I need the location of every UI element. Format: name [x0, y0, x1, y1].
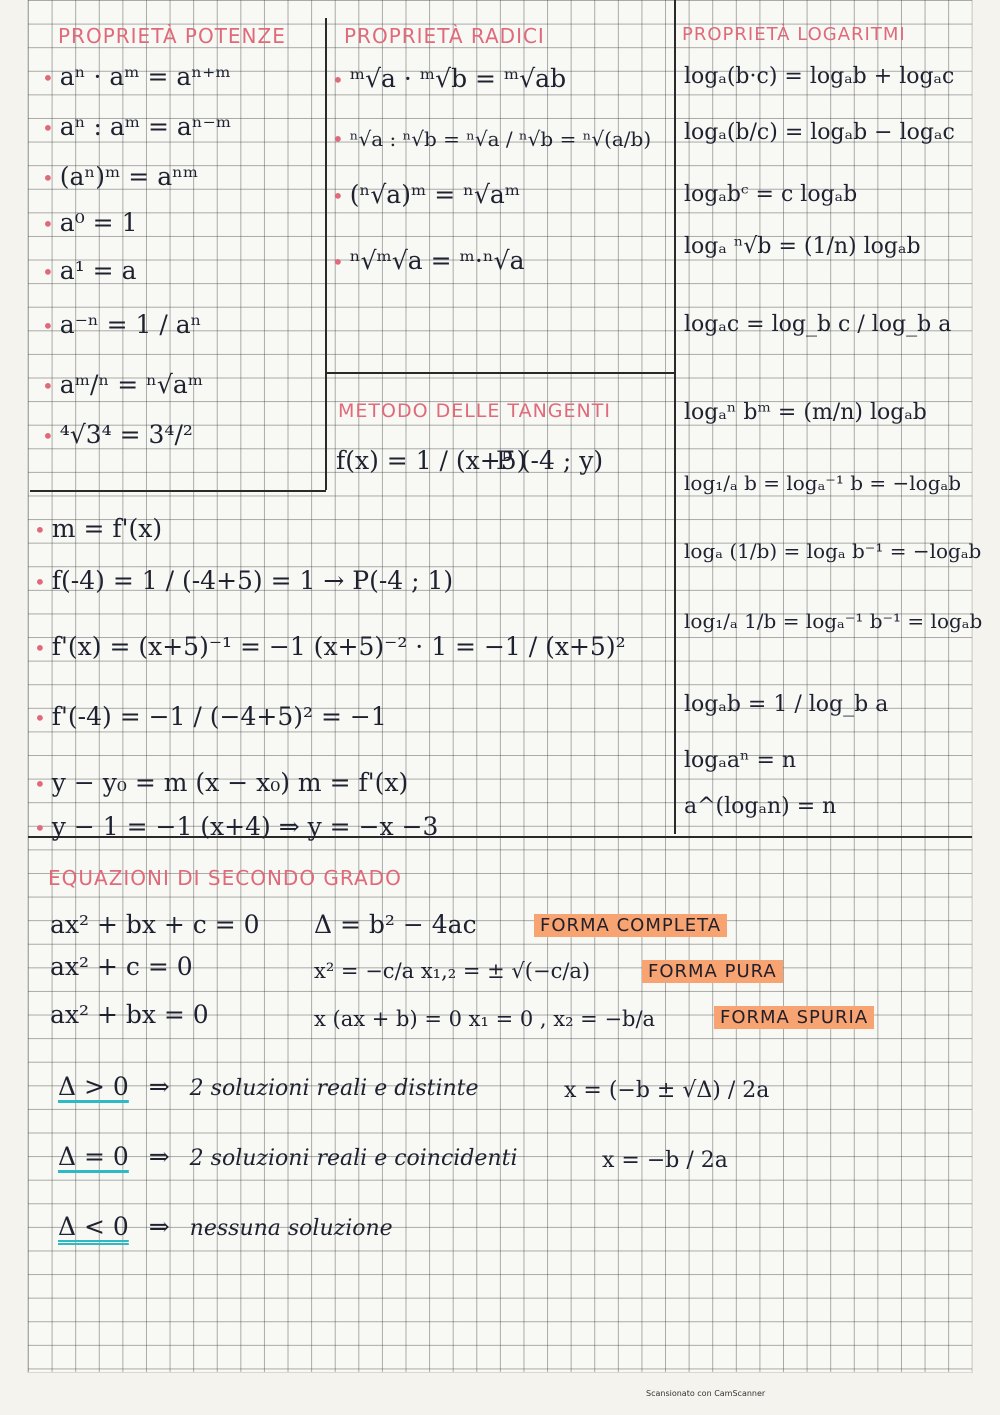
form-solution: x² = −c/a x₁,₂ = ± √(−c/a)	[314, 959, 591, 983]
form-equation: ax² + bx = 0	[50, 1000, 209, 1029]
form-solution: Δ = b² − 4ac	[314, 910, 477, 939]
case-row	[58, 1212, 393, 1244]
case-text: nessuna soluzione	[189, 1216, 393, 1241]
radici-formula: • ⁿ√ᵐ√a = ᵐ·ⁿ√a	[332, 246, 525, 275]
potenze-title: PROPRIETÀ POTENZE	[58, 24, 286, 48]
log-formula: logₐc = log_b c / log_b a	[684, 312, 952, 337]
potenze-formula: • (aⁿ)ᵐ = aⁿᵐ	[42, 162, 199, 191]
divider-horizontal-1	[30, 490, 326, 492]
radici-formula: • (ⁿ√a)ᵐ = ⁿ√aᵐ	[332, 180, 521, 209]
step: • m = f'(x)	[34, 514, 163, 543]
tangenti-title: METODO DELLE TANGENTI	[338, 400, 611, 422]
step: • f(-4) = 1 / (-4+5) = 1 → P(-4 ; 1)	[34, 566, 454, 595]
form-solution: x (ax + b) = 0 x₁ = 0 , x₂ = −b/a	[314, 1007, 656, 1031]
step: • y − 1 = −1 (x+4) ⇒ y = −x −3	[34, 812, 439, 841]
case-arrow: ⇒	[148, 1142, 170, 1171]
log-formula: a^(logₐn) = n	[684, 794, 837, 819]
log-formula: log₁/ₐ 1/b = logₐ⁻¹ b⁻¹ = logₐb	[684, 609, 983, 633]
potenze-formula: • a¹ = a	[42, 256, 137, 285]
case-arrow: ⇒	[148, 1212, 170, 1241]
step: • f'(-4) = −1 / (−4+5)² = −1	[34, 702, 387, 731]
divider-vertical-1	[325, 18, 327, 490]
potenze-formula: • ⁴√3⁴ = 3⁴/²	[42, 420, 193, 449]
form-equation: ax² + bx + c = 0	[50, 910, 260, 939]
potenze-formula: • aⁿ · aᵐ = aⁿ⁺ᵐ	[42, 62, 231, 91]
radici-title: PROPRIETÀ RADICI	[344, 24, 545, 48]
form-label-spuria: FORMA SPURIA	[714, 1006, 874, 1029]
case-text: 2 soluzioni reali e coincidenti	[189, 1146, 518, 1171]
log-formula: logₐaⁿ = n	[684, 748, 797, 773]
logaritmi-title: PROPRIETÀ LOGARITMI	[682, 24, 906, 45]
divider-horizontal-2	[325, 372, 675, 374]
potenze-formula: • aⁿ : aᵐ = aⁿ⁻ᵐ	[42, 112, 232, 141]
step: • y − y₀ = m (x − x₀) m = f'(x)	[34, 768, 409, 797]
form-label-pura: FORMA PURA	[642, 960, 783, 983]
case-formula: x = −b / 2a	[602, 1148, 728, 1173]
case-arrow: ⇒	[148, 1072, 170, 1101]
scanner-footer: Scansionato con CamScanner	[646, 1389, 766, 1398]
case-condition: Δ = 0	[58, 1142, 129, 1171]
potenze-formula: • aᵐ/ⁿ = ⁿ√aᵐ	[42, 370, 204, 399]
form-equation: ax² + c = 0	[50, 952, 193, 981]
case-condition: Δ < 0	[58, 1212, 129, 1241]
log-formula: logₐ (1/b) = logₐ b⁻¹ = −logₐb	[684, 539, 982, 563]
case-text: 2 soluzioni reali e distinte	[189, 1076, 479, 1101]
tangenti-point: P (-4 ; y)	[496, 446, 604, 475]
log-formula: logₐb = 1 / log_b a	[684, 692, 889, 717]
radici-formula: • ⁿ√a : ⁿ√b = ⁿ√a / ⁿ√b = ⁿ√(a/b)	[332, 127, 652, 151]
log-formula: logₐbᶜ = c logₐb	[684, 182, 858, 207]
equazioni-title: EQUAZIONI DI SECONDO GRADO	[48, 866, 402, 890]
notebook-page	[28, 0, 983, 1372]
log-formula: logₐ(b·c) = logₐb + logₐc	[684, 64, 955, 89]
form-label-completa: FORMA COMPLETA	[534, 914, 727, 937]
log-formula: logₐ(b/c) = logₐb − logₐc	[684, 120, 955, 145]
log-formula: logₐⁿ bᵐ = (m/n) logₐb	[684, 400, 927, 425]
log-formula: logₐ ⁿ√b = (1/n) logₐb	[684, 234, 921, 259]
step: • f'(x) = (x+5)⁻¹ = −1 (x+5)⁻² · 1 = −1 / (x+5)²	[34, 632, 626, 661]
radici-formula: • ᵐ√a · ᵐ√b = ᵐ√ab	[332, 64, 567, 93]
log-formula: log₁/ₐ b = logₐ⁻¹ b = −logₐb	[684, 471, 962, 495]
potenze-formula: • a⁰ = 1	[42, 208, 138, 237]
case-row	[58, 1142, 517, 1174]
case-row	[58, 1072, 479, 1104]
divider-vertical-2	[674, 0, 676, 834]
tangenti-function: f(x) = 1 / (x+5)	[336, 446, 527, 475]
case-condition: Δ > 0	[58, 1072, 129, 1101]
potenze-formula: • a⁻ⁿ = 1 / aⁿ	[42, 310, 202, 339]
case-formula: x = (−b ± √Δ) / 2a	[564, 1078, 770, 1103]
